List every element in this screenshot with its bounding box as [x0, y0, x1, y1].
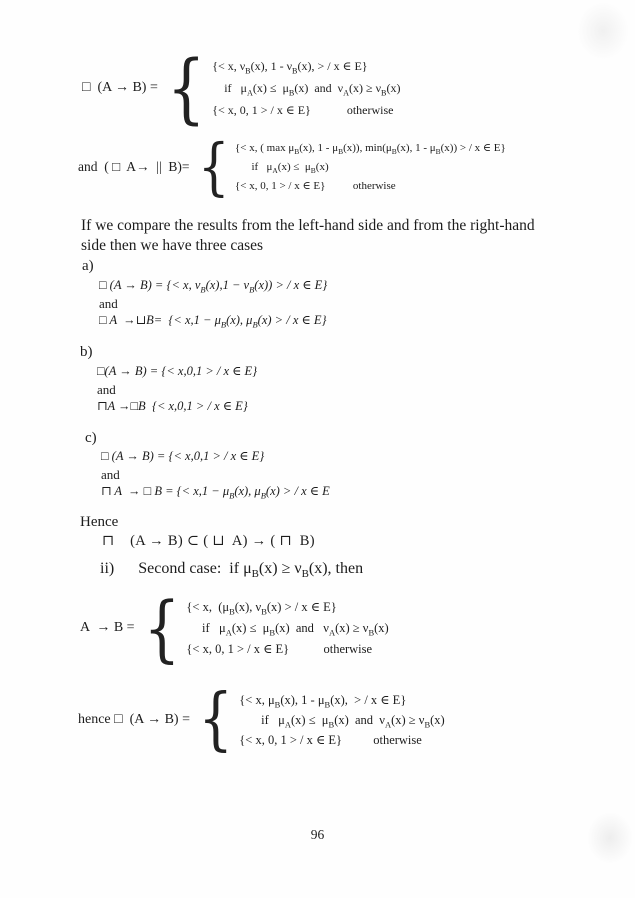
formula-condition-line: if $\mu_A(x) \le \mu_B(x)$ — [235, 160, 329, 175]
formula-lhs: □ (A → B) = — [82, 80, 158, 95]
formula-hence-necessity — [78, 680, 445, 759]
case-c-formula-2: ⊓ A → □ B = {< $x,1 - \mu_B(x)$, $\mu_B(x)$ > / x ∈ E — [101, 484, 330, 501]
formula-otherwise-line: {< x, 0, 1 > / x ∈ E} otherwise — [235, 179, 396, 192]
left-brace: { — [166, 43, 206, 132]
formula-lhs: hence □ (A → B) = — [78, 712, 190, 727]
case-c-body — [101, 448, 330, 501]
case-c-formula-1: □ (A → B) = {< x,0,1 > / x ∈ E} — [101, 449, 265, 463]
case-b-formula-1: □(A → B) = {< x,0,1 > / x ∈ E} — [97, 364, 258, 378]
case-b-label: b) — [80, 344, 93, 360]
formula-case-line: {< x, ($\mu_B(x)$, $\nu_B(x)$ > / x ∈ E} — [186, 599, 337, 616]
formula-case-line: {< x, $\mu_B(x)$, $1 - \mu_B(x)$, > / x ∈ E} — [239, 693, 407, 710]
case-a-label: a) — [82, 258, 94, 274]
comparison-paragraph: If we compare the results from the left-hand side and from the right-hand side then we have three cases — [81, 216, 535, 254]
formula-case-line: {< x, ( $\max \mu_B(x)$, $1 - \mu_B(x)$), $\min(\mu_B(x)$, $1 - \mu_B(x)$) > / x ∈ E} — [235, 141, 506, 156]
formula-implication-definition — [80, 586, 389, 670]
formula-condition-line: if $\mu_A(x) \le \mu_B(x)$ and $\nu_A(x) \ge \nu_B(x)$ — [239, 713, 445, 730]
formula-condition-line: if $\mu_A(x) \le \mu_B(x)$ and $\nu_A(x) \ge \nu_B(x)$ — [186, 620, 389, 637]
case-a-formula-2: □ A →⊔B= {< $x,1 - \mu_B(x)$, $\mu_B(x)$ > / x ∈ E} — [99, 313, 327, 330]
hence-label: Hence — [80, 514, 119, 530]
case-b-body — [97, 363, 257, 416]
formula-necessity-implication — [82, 43, 401, 132]
second-case-heading: ii) Second case: if $\mu_B(x) \ge \nu_B(x)$, then — [100, 560, 364, 581]
formula-case-line: {< x, $\nu_B(x)$, $1 - \nu_B(x)$, > / x ∈ E} — [212, 59, 368, 76]
page-number: 96 — [310, 827, 325, 842]
formula-condition-line: if $\mu_A(x) \le \mu_B(x)$ and $\nu_A(x) \ge \nu_B(x)$ — [212, 81, 401, 98]
left-brace: { — [197, 130, 230, 203]
case-b-and: and — [97, 381, 116, 397]
left-brace: { — [198, 680, 233, 759]
case-c-and: and — [101, 466, 120, 482]
left-brace: { — [143, 586, 180, 670]
case-c-label: c) — [85, 430, 97, 446]
formula-lhs: and ( □ A→ || B)= — [78, 159, 190, 174]
case-a-formula-1: □ (A → B) = {< x, $\nu_B(x),1 - \nu_B(x)$) > / x ∈ E} — [99, 278, 328, 295]
formula-otherwise-line: {< x, 0, 1 > / x ∈ E} otherwise — [239, 733, 422, 747]
case-a-body — [99, 277, 327, 330]
formula-otherwise-line: {< x, 0, 1 > / x ∈ E} otherwise — [186, 641, 373, 656]
formula-box-implies-diamond — [78, 130, 506, 203]
hence-inclusion-formula: ⊓ (A → B) ⊂ ( ⊔ A) → ( ⊓ B) — [102, 533, 315, 549]
formula-otherwise-line: {< x, 0, 1 > / x ∈ E} otherwise — [212, 103, 394, 117]
formula-lhs: A → B = — [80, 620, 135, 635]
scan-smudge-top-right — [577, 2, 629, 60]
case-b-formula-2: ⊓A →□B {< x,0,1 > / x ∈ E} — [97, 399, 248, 413]
case-a-and: and — [99, 295, 118, 311]
